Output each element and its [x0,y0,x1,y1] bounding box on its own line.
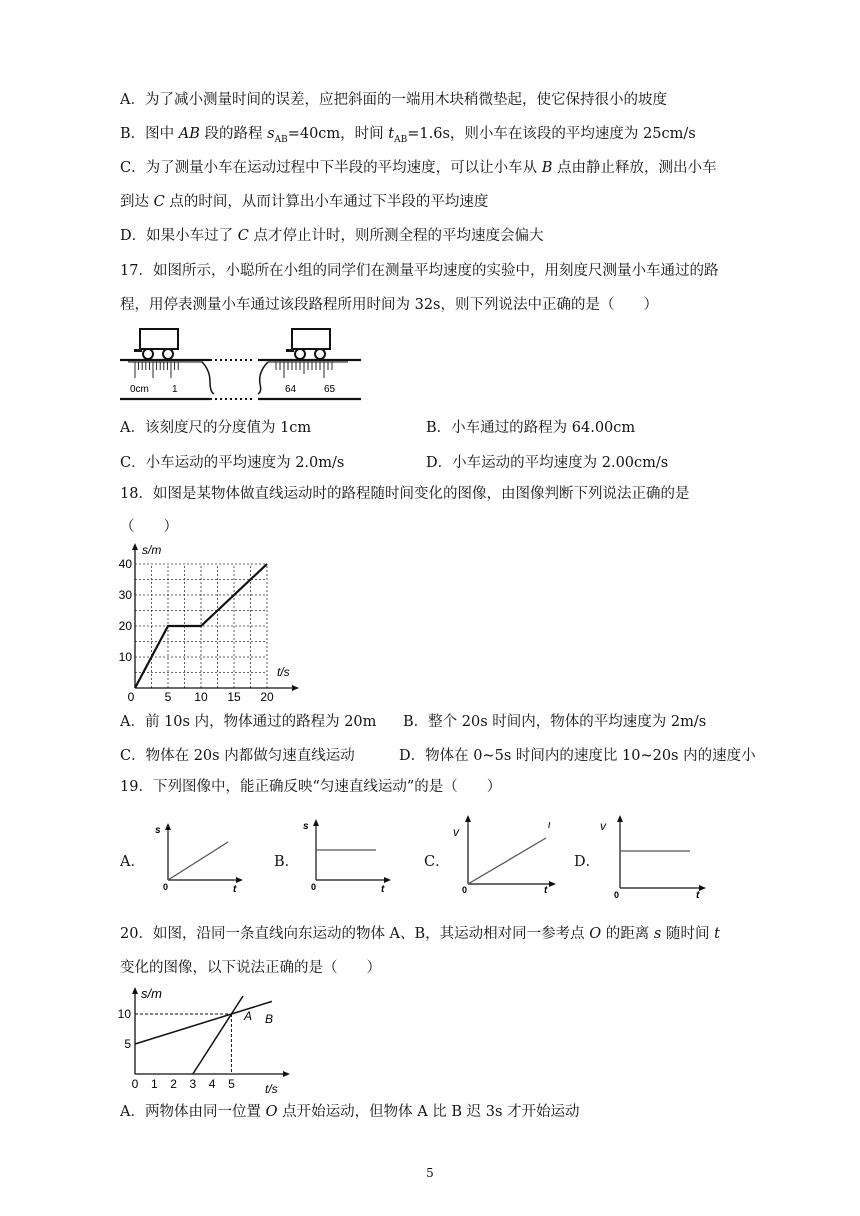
c1-y-tick-label: 20 [118,619,132,633]
q17-stem-line2: 程，用停表测量小车通过该段路程所用时间为 32s，则下列说法中正确的是（ ） [120,297,658,313]
q18-st-chart [115,540,305,705]
c1-x-arrow [292,685,299,691]
c1-x-tick-label: 0 [127,690,135,704]
c1-y-tick-label: 30 [118,588,132,602]
cart-left [134,329,178,359]
q19-c-origin: 0 [462,885,468,894]
q20-a-o: O [265,1104,278,1120]
ruler-label-1: 1 [172,384,178,395]
q16-b-mid1: 段的路程 [199,126,268,142]
page-number: 5 [426,1166,434,1180]
c1-x-tick-label: 5 [164,690,172,704]
q16-b-sub1: AB [274,134,288,145]
q20-s1-o: O [589,926,602,942]
c1-x-tick-label: 20 [260,690,274,704]
cart-right [286,329,330,359]
q19-b-axis-t: t [381,884,385,894]
q19-a-axis-t: t [233,884,237,894]
c1-x-tick-label: 15 [227,690,241,704]
ruler-label-65: 65 [324,384,336,395]
ruler-cart-figure [118,322,363,402]
c1-y-arrow [132,543,138,550]
q20-stem-line2: 变化的图像，以下说法正确的是（ ） [120,960,381,976]
q18-option-a: A．前 10s 内，物体通过的路程为 20m [120,714,377,730]
q19-graph-b [298,818,398,894]
q16-d-post: 点才停止计时，则所测全程的平均速度会偏大 [248,228,544,244]
c2-x-arrow [283,1071,290,1077]
q19-label-b: B． [274,854,300,870]
c1-xlabel: t/s [277,665,290,679]
q16-b-sub2: AB [394,134,408,145]
q19-b-axis-s: s [303,821,309,832]
q18-option-c: C．物体在 20s 内都做匀速直线运动 [120,748,355,764]
q16-b-ab: AB [178,126,200,142]
q19-c-axis-v: v [453,825,459,839]
q20-stem-line1 [120,924,720,944]
q19-label-a: A． [120,854,145,870]
q19-a-origin: 0 [163,882,169,892]
q16-b-t: t [388,126,395,142]
q16-c1-post: 点由静止释放，测出小车 [552,160,717,176]
q19-d-axis-v: v [600,819,606,833]
q19-c-axis-t: t [544,885,548,894]
q16-d-c: C [237,228,249,244]
c2-x-tick-label: 0 [131,1077,139,1091]
q20-option-a [120,1102,580,1122]
ruler-label-64: 64 [285,384,297,395]
q19-d-axis-t: t [696,890,700,900]
q17-option-b: B．小车通过的路程为 64.00cm [426,420,636,436]
q16-c1-b: B [541,160,553,176]
q16-b-pre: B．图中 [120,126,179,142]
q20-s1-s: s [653,926,662,942]
q20-s1-t: t [714,926,720,942]
c2-y-arrow [132,987,138,994]
c2-series-b-label: B [265,1012,274,1026]
q16-c2-c: C [153,194,165,210]
c1-x-tick-label: 10 [194,690,208,704]
q16-b-mid2: =40cm，时间 [287,126,389,142]
q16-option-c-line1 [120,158,716,178]
c2-xlabel: t/s [265,1082,278,1094]
c2-x-tick-label: 4 [208,1077,216,1091]
c2-x-tick-label: 3 [189,1077,197,1091]
q16-option-c-line2 [120,192,488,212]
q19-b-origin: 0 [311,882,317,892]
q19-a-line [168,842,228,880]
q20-a-post: 点开始运动，但物体 A 比 B 迟 3s 才开始运动 [277,1104,580,1120]
c2-series-a-label: A [244,1009,253,1023]
c2-x-tick-label: 2 [170,1077,177,1091]
q16-b-post: =1.6s，则小车在该段的平均速度为 25cm/s [407,126,696,142]
q19-graph-a [150,822,250,894]
c1-y-tick-label: 40 [118,557,132,571]
c2-series-a-line [193,996,243,1074]
q17-option-a: A．该刻度尺的分度值为 1cm [120,420,312,436]
q19-c-corner-mark: ι [548,819,551,831]
q18-stem-line1: 18．如图是某物体做直线运动时的路程随时间变化的图像，由图像判断下列说法正确的是 [120,486,690,502]
q20-st-chart [115,984,295,1094]
c2-y-tick-label: 5 [124,1037,131,1051]
q19-label-d: D． [574,854,601,870]
q19-label-c: C． [424,854,450,870]
c2-ylabel: s/m [141,986,162,1001]
q19-stem: 19．下列图像中，能正确反映“匀速直线运动”的是（ ） [120,779,502,795]
q17-option-d: D．小车运动的平均速度为 2.00cm/s [426,455,669,471]
q19-a-axis-s: s [155,825,161,836]
q16-b-s: s [267,126,275,142]
q19-d-origin: 0 [614,890,620,900]
q19-graph-d [598,814,713,900]
q19-graph-c [448,814,563,894]
c1-y-tick-label: 10 [118,650,132,664]
q18-option-d: D．物体在 0~5s 时间内的速度比 10~20s 内的速度小 [399,748,756,764]
q17-option-c: C．小车运动的平均速度为 2.0m/s [120,455,345,471]
q19-c-line [468,838,546,884]
q16-c1-pre: C．为了测量小车在运动过程中下半段的平均速度，可以让小车从 [120,160,542,176]
q20-s1-mid2: 随时间 [661,926,715,942]
q18-stem-line2: （ ） [120,519,178,535]
q16-c2-pre: 到达 [120,194,154,210]
q16-c2-post: 点的时间，从而计算出小车通过下半段的平均速度 [164,194,489,210]
q20-a-pre: A．两物体由同一位置 [120,1104,266,1120]
c1-ylabel: s/m [142,543,162,557]
q20-s1-pre: 20．如图，沿同一条直线向东运动的物体 A、B，其运动相对同一参考点 [120,926,590,942]
q17-stem-line1: 17．如图所示，小聪所在小组的同学们在测量平均速度的实验中，用刻度尺测量小车通过的路 [120,263,719,279]
c2-y-tick-label: 10 [117,1007,131,1021]
c2-x-tick-label: 1 [150,1077,158,1091]
c2-x-tick-label: 5 [228,1077,235,1091]
q16-option-a: A．为了减小测量时间的误差，应把斜面的一端用木块稍微垫起，使它保持很小的坡度 [120,92,667,108]
q20-s1-mid: 的距离 [601,926,654,942]
q18-option-b: B．整个 20s 时间内，物体的平均速度为 2m/s [403,714,707,730]
q16-option-d [120,226,543,246]
q16-option-b [120,124,696,150]
ruler-label-0cm: 0cm [130,384,149,395]
q16-d-pre: D．如果小车过了 [120,228,238,244]
